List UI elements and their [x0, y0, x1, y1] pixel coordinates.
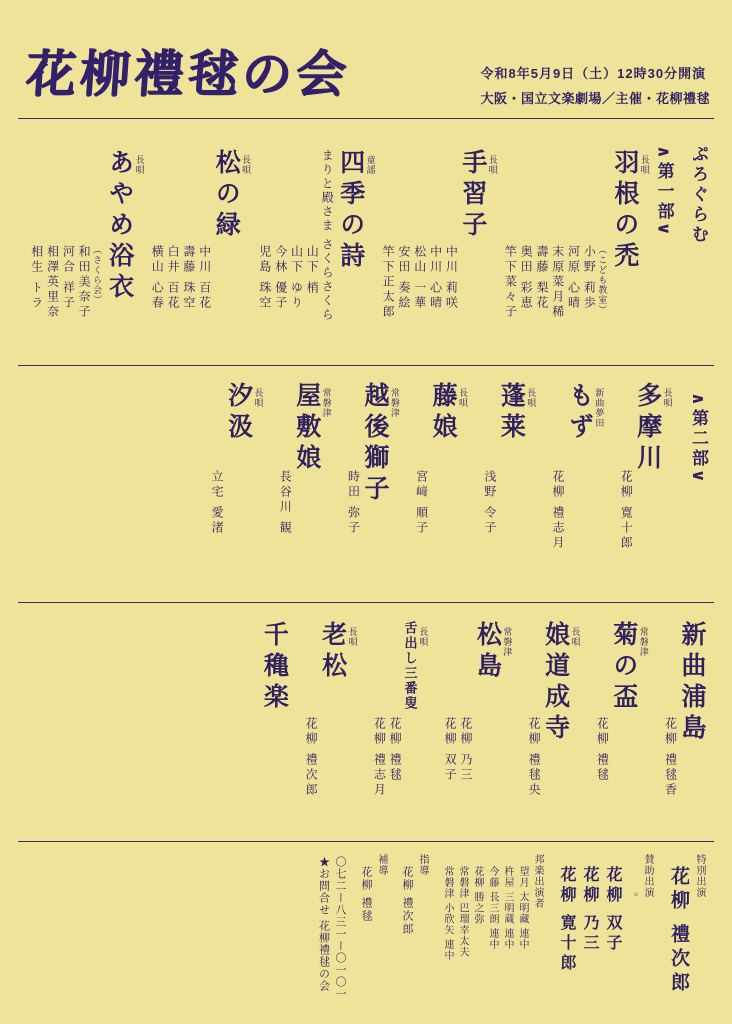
- program-item: [523, 611, 579, 798]
- contact-label: ★お問合せ 花柳禮毬の会: [317, 856, 330, 992]
- performer-group: [594, 717, 610, 783]
- music-performer-row: 今藤 長三朗 連中: [487, 866, 498, 950]
- performer-name: 河原 心晴: [566, 245, 581, 311]
- performer-name: 花柳 双子: [443, 717, 458, 783]
- performer-name: 相生 トラ: [29, 245, 44, 311]
- performer-name: 末原菜月稀: [550, 245, 565, 320]
- piece-subtitle: まりと殿さま さくらさくら: [320, 149, 335, 322]
- performer-name: 壽藤 梨花: [534, 245, 549, 311]
- performer-name: 花柳 寛十郎: [619, 470, 634, 551]
- program-item: [547, 374, 603, 551]
- performer-group: [413, 470, 429, 536]
- program-section-part1: [0, 119, 732, 365]
- performer-note: （さくら会）: [92, 245, 103, 305]
- program-item: [500, 127, 650, 320]
- performer-group: [208, 470, 224, 536]
- performer-group: [502, 245, 611, 320]
- piece-genre: 常磐津: [389, 388, 400, 418]
- performer-name: 奥田 彩恵: [519, 245, 534, 311]
- piece-title: 蓬莱: [497, 382, 525, 444]
- performer-name: 今林 優子: [273, 245, 288, 311]
- performance-venue: 大阪・国立文楽劇場／主催・花柳禮毬: [480, 90, 710, 106]
- performer-name: 花柳 禮毬香: [663, 717, 678, 798]
- performer-group: [441, 717, 473, 783]
- performer-name: 花柳 禮毬: [595, 717, 610, 783]
- piece-genre: 長唄: [639, 155, 650, 175]
- piece-genre: 常磐津: [321, 388, 332, 418]
- special-guest-name: 花柳 禮次郎: [668, 866, 689, 996]
- piece-genre: 新曲夢田: [594, 388, 605, 428]
- piece-title: 舌出し三番叟: [402, 621, 418, 711]
- music-performer-row: 常磐津 巴瑠幸太夫: [457, 866, 468, 958]
- piece-title: 四季の詩: [336, 149, 364, 273]
- piece-title: 汐汲: [224, 382, 252, 444]
- special-guest-label: 特別出演: [694, 854, 705, 898]
- header: [0, 0, 732, 118]
- piece-genre: 長唄: [134, 155, 145, 175]
- music-performer-row: 花柳 勝之弥: [472, 866, 483, 925]
- performer-group: [549, 470, 565, 551]
- program-item: [254, 127, 376, 322]
- assistant-label: 補導: [376, 854, 387, 876]
- piece-genre: 長唄: [347, 627, 358, 647]
- performer-name: 長谷川 観: [278, 470, 293, 536]
- program-item: [206, 374, 262, 536]
- program-item: [411, 374, 467, 536]
- program-item: [479, 374, 535, 536]
- performer-group: [662, 717, 678, 798]
- piece-genre: 童謡: [365, 155, 376, 175]
- instruction-group: [399, 852, 430, 936]
- piece-title: もず: [565, 382, 593, 444]
- program-item: [300, 611, 356, 798]
- performer-name: 花柳 禮次郎: [304, 717, 319, 798]
- contact-group[interactable]: [315, 852, 348, 1000]
- performer-group: [481, 470, 497, 536]
- program-item: [592, 611, 648, 783]
- performer-name: 花柳 禮毬央: [527, 717, 542, 798]
- supporting-guest-name: 花柳 乃三: [581, 866, 598, 954]
- piece-genre: 長唄: [418, 627, 429, 647]
- piece-title: 老松: [318, 621, 346, 683]
- performer-name: 竿下菜々子: [503, 245, 518, 320]
- assistant-name: 花柳 禮毬: [360, 866, 372, 923]
- performer-name: 浅野 令子: [482, 470, 497, 536]
- performer-name: 小野 莉歩: [582, 245, 597, 311]
- performer-group: [345, 470, 361, 536]
- supporting-guest-name: 花柳 寛十郎: [558, 866, 575, 974]
- supporting-guest-label: 賛助出演: [642, 854, 653, 898]
- piece-title: 娘道成寺: [541, 621, 569, 745]
- performer-name: 立宅 愛渚: [210, 470, 225, 536]
- performer-group: [617, 470, 633, 551]
- piece-genre: 常磐津: [638, 627, 649, 657]
- piece-genre: 長唄: [526, 388, 537, 408]
- piece-genre: 長唄: [253, 388, 264, 408]
- performer-name: 時田 弥子: [346, 470, 361, 536]
- header-info: [480, 62, 710, 111]
- performer-name: 児島 珠空: [257, 245, 272, 311]
- special-guest-group: [665, 852, 707, 996]
- supporting-guest-mark: 。: [626, 892, 638, 903]
- program-item: [439, 611, 511, 783]
- performer-name: 横山 心春: [150, 245, 165, 311]
- performer-name: 山下 梢: [305, 245, 320, 296]
- program-item: [660, 611, 706, 798]
- assistant-group: [358, 852, 389, 923]
- music-performers-label: 邦楽出演者: [532, 854, 543, 909]
- piece-title: あやめ浴衣: [105, 149, 133, 304]
- program-section-part2: [0, 366, 732, 602]
- piece-title: 屋敷娘: [292, 382, 320, 475]
- program-label: ぷろぐらむ: [689, 145, 708, 245]
- piece-genre: 長唄: [662, 388, 673, 408]
- supporting-guest-group: [555, 852, 655, 974]
- piece-title: 松島: [473, 621, 501, 683]
- performer-name: 中川 莉咲: [444, 245, 459, 311]
- piece-genre: 長唄: [241, 155, 252, 175]
- performer-group: [371, 717, 403, 798]
- music-performer-row: 望月 太明藏 連中: [517, 866, 528, 950]
- piece-title: 新曲浦島: [678, 621, 705, 745]
- performer-name: 花柳 禮毬: [388, 717, 403, 783]
- program-item: [147, 127, 252, 311]
- piece-genre: 長唄: [458, 388, 469, 408]
- piece-title: 羽根の禿: [610, 149, 638, 273]
- program-item: [274, 374, 330, 536]
- program-item: [369, 611, 428, 798]
- program-item: [260, 611, 289, 714]
- program-section-part3: [0, 603, 732, 841]
- performer-note: （こども教室）: [597, 245, 608, 315]
- instruction-name: 花柳 禮次郎: [401, 866, 413, 936]
- music-performer-row: 杵屋 三明蔵 連中: [502, 866, 513, 950]
- performer-group: [28, 245, 105, 320]
- piece-genre: 常磐津: [502, 627, 513, 657]
- performer-name: 松山 一華: [412, 245, 427, 311]
- contact-phone[interactable]: 〇七二ー八三一ー〇一〇一: [334, 856, 346, 1000]
- performer-group: [525, 717, 541, 798]
- instruction-label: 指導: [417, 854, 428, 876]
- part-label-2: ∧第二部∨: [689, 392, 708, 486]
- part-label-1: ∧第一部∨: [654, 145, 674, 239]
- performer-name: 花柳 禮志月: [551, 470, 566, 551]
- piece-title: 菊の盃: [609, 621, 637, 714]
- performer-name: 相澤英里奈: [45, 245, 60, 320]
- performer-name: 和田美奈子: [77, 245, 92, 320]
- performer-name: 安田 奏絵: [396, 245, 411, 311]
- performer-name: 山下 ゆり: [289, 245, 304, 311]
- performer-group: [256, 245, 319, 311]
- performance-date: 令和8年5月9日（土）12時30分開演: [480, 66, 707, 81]
- performer-group: [302, 717, 318, 798]
- program-item: [343, 374, 399, 536]
- piece-title: 藤娘: [429, 382, 457, 444]
- program-item: [377, 127, 498, 320]
- piece-title: 千穐楽: [260, 621, 288, 714]
- piece-genre: 長唄: [487, 155, 498, 175]
- program-item: [26, 127, 145, 320]
- page-title: 花柳禮毬の会: [23, 44, 352, 103]
- performer-name: 宮﨑 順子: [414, 470, 429, 536]
- piece-title: 松の緑: [212, 149, 240, 242]
- performer-group: [149, 245, 212, 311]
- performer-group: [276, 470, 292, 536]
- piece-title: 多摩川: [633, 382, 661, 475]
- piece-title: 手習子: [458, 149, 486, 242]
- performer-name: 花柳 禮志月: [372, 717, 387, 798]
- music-performers-group: [440, 852, 545, 961]
- footer: [0, 842, 732, 1018]
- program-item: [615, 374, 671, 551]
- supporting-guest-name: 花柳 双子: [604, 866, 621, 954]
- performer-name: 竿下正太郎: [381, 245, 396, 320]
- performer-name: 中川 百花: [197, 245, 212, 311]
- performer-name: 河合 祥子: [61, 245, 76, 311]
- music-performer-row: 常磐津 小欣矢 連中: [442, 866, 453, 961]
- performer-name: 中川 心晴: [428, 245, 443, 311]
- performer-name: 花柳 乃三: [458, 717, 473, 783]
- piece-title: 越後獅子: [360, 382, 388, 506]
- piece-genre: 長唄: [570, 627, 581, 647]
- performer-name: 壽藤 珠空: [181, 245, 196, 311]
- performer-group: [379, 245, 458, 320]
- performer-name: 白井 百花: [166, 245, 181, 311]
